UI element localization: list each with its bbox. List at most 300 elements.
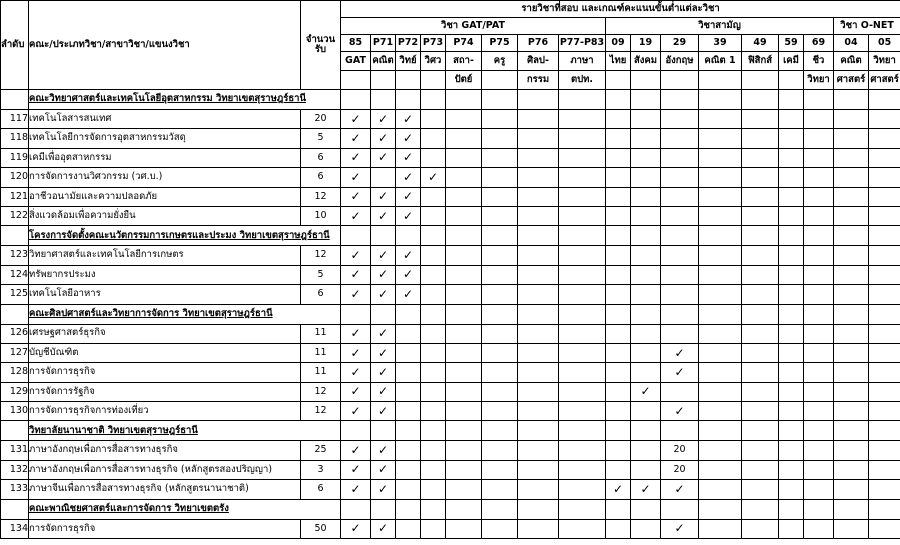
empty-cell [869, 324, 900, 343]
empty-cell [779, 187, 804, 206]
empty-cell [699, 402, 742, 421]
empty-cell [779, 343, 804, 362]
empty-cell [559, 226, 606, 246]
table-row [1, 187, 900, 206]
empty-cell [779, 246, 804, 265]
empty-cell [371, 90, 396, 110]
empty-cell [482, 265, 518, 284]
empty-cell [779, 382, 804, 401]
empty-cell [559, 324, 606, 343]
check-icon: ✓ [341, 382, 371, 401]
empty-cell [869, 265, 900, 284]
empty-cell [396, 460, 421, 479]
empty-cell [699, 90, 742, 110]
empty-cell [606, 499, 631, 519]
empty-cell [699, 421, 742, 441]
empty-cell [518, 324, 559, 343]
program-name: ภาษาอังกฤษเพื่อการสื่อสารทางธุรกิจ [29, 441, 301, 460]
empty-cell [631, 168, 661, 187]
empty-cell [742, 421, 779, 441]
empty-cell [396, 343, 421, 362]
empty-cell [779, 499, 804, 519]
empty-cell [606, 168, 631, 187]
column-label-2: ศาสตร์ [869, 71, 900, 90]
row-number: 132 [1, 460, 29, 479]
empty-cell [742, 285, 779, 304]
empty-cell [606, 460, 631, 479]
empty-cell [606, 285, 631, 304]
empty-cell [446, 265, 482, 284]
empty-cell [699, 519, 742, 538]
empty-cell [396, 402, 421, 421]
empty-cell [421, 304, 446, 324]
empty-cell [446, 206, 482, 225]
column-label-2 [421, 71, 446, 90]
program-name: การจัดการธุรกิจ [29, 363, 301, 382]
table-row [1, 460, 900, 479]
column-label: ศิลป- [518, 52, 559, 71]
seat-count: 6 [301, 148, 341, 167]
empty-cell [559, 480, 606, 499]
empty-cell [559, 519, 606, 538]
empty-cell [631, 148, 661, 167]
table-row [1, 246, 900, 265]
empty-cell [371, 421, 396, 441]
empty-cell [834, 304, 869, 324]
empty-cell [742, 90, 779, 110]
empty-cell [779, 168, 804, 187]
empty-cell [606, 382, 631, 401]
column-label: ไทย [606, 52, 631, 71]
empty-cell [482, 90, 518, 110]
seat-count: 3 [301, 460, 341, 479]
check-icon: ✓ [371, 187, 396, 206]
column-label: คณิต 1 [699, 52, 742, 71]
column-code: 19 [631, 35, 661, 52]
empty-cell [421, 421, 446, 441]
empty-cell [482, 499, 518, 519]
seat-count: 50 [301, 519, 341, 538]
empty-cell [518, 402, 559, 421]
table-row [1, 148, 900, 167]
empty-cell [396, 519, 421, 538]
column-label: ฟิสิกส์ [742, 52, 779, 71]
row-number: 126 [1, 324, 29, 343]
program-name: วิทยาศาสตร์และเทคโนโลยีการเกษตร [29, 246, 301, 265]
program-name: การจัดการธุรกิจการท่องเที่ยว [29, 402, 301, 421]
program-name: เคมีเพื่ออุตสาหกรรม [29, 148, 301, 167]
empty-cell [482, 187, 518, 206]
row-number: 123 [1, 246, 29, 265]
check-icon: ✓ [341, 324, 371, 343]
empty-cell [446, 90, 482, 110]
check-icon: ✓ [371, 285, 396, 304]
empty-cell [482, 382, 518, 401]
empty-cell [699, 480, 742, 499]
check-icon: ✓ [371, 402, 396, 421]
column-label-2: กรรม [518, 71, 559, 90]
empty-cell [341, 90, 371, 110]
table-row [1, 110, 900, 129]
section-row [1, 421, 900, 441]
column-label-2 [371, 71, 396, 90]
table-row [1, 480, 900, 499]
table-row [1, 441, 900, 460]
section-row [1, 499, 900, 519]
row-number: 133 [1, 480, 29, 499]
empty-cell [804, 110, 834, 129]
section-row [1, 226, 900, 246]
column-label: วิศว [421, 52, 446, 71]
empty-cell [421, 187, 446, 206]
empty-cell [834, 499, 869, 519]
empty-cell [834, 265, 869, 284]
empty-cell [661, 206, 699, 225]
empty-cell [559, 441, 606, 460]
column-label-2: ศาสตร์ [834, 71, 869, 90]
check-icon: ✓ [371, 246, 396, 265]
column-label: เคมี [779, 52, 804, 71]
empty-cell [482, 285, 518, 304]
table-row [1, 168, 900, 187]
empty-cell [699, 187, 742, 206]
min-score-value: 20 [661, 460, 699, 479]
section-spacer [1, 304, 29, 324]
empty-cell [631, 421, 661, 441]
seat-count: 10 [301, 206, 341, 225]
empty-cell [869, 246, 900, 265]
empty-cell [834, 246, 869, 265]
check-icon: ✓ [371, 460, 396, 479]
column-label: อังกฤษ [661, 52, 699, 71]
empty-cell [396, 441, 421, 460]
empty-cell [699, 343, 742, 362]
column-code: 29 [661, 35, 699, 52]
check-icon: ✓ [341, 402, 371, 421]
row-number: 128 [1, 363, 29, 382]
empty-cell [518, 265, 559, 284]
empty-cell [869, 129, 900, 148]
empty-cell [834, 343, 869, 362]
empty-cell [661, 421, 699, 441]
empty-cell [779, 402, 804, 421]
empty-cell [482, 129, 518, 148]
empty-cell [518, 90, 559, 110]
empty-cell [446, 363, 482, 382]
empty-cell [421, 148, 446, 167]
header-subjects-title: รายวิชาที่สอบ และเกณฑ์คะแนนขั้นต่ำแต่ละวิชา [341, 1, 900, 18]
check-icon: ✓ [396, 110, 421, 129]
column-code: P75 [482, 35, 518, 52]
column-code: 09 [606, 35, 631, 52]
program-name: การจัดการธุรกิจ [29, 519, 301, 538]
empty-cell [446, 441, 482, 460]
empty-cell [446, 304, 482, 324]
empty-cell [482, 363, 518, 382]
empty-cell [446, 519, 482, 538]
row-number: 127 [1, 343, 29, 362]
empty-cell [834, 148, 869, 167]
column-code: 85 [341, 35, 371, 52]
empty-cell [834, 187, 869, 206]
check-icon: ✓ [341, 519, 371, 538]
empty-cell [869, 206, 900, 225]
check-icon: ✓ [396, 246, 421, 265]
column-code: P74 [446, 35, 482, 52]
section-row [1, 304, 900, 324]
empty-cell [371, 499, 396, 519]
empty-cell [421, 110, 446, 129]
empty-cell [661, 110, 699, 129]
empty-cell [518, 421, 559, 441]
check-icon: ✓ [396, 168, 421, 187]
empty-cell [834, 402, 869, 421]
seat-count: 5 [301, 265, 341, 284]
row-number: 119 [1, 148, 29, 167]
check-icon: ✓ [631, 480, 661, 499]
empty-cell [834, 363, 869, 382]
check-icon: ✓ [371, 382, 396, 401]
check-icon: ✓ [371, 324, 396, 343]
empty-cell [446, 343, 482, 362]
empty-cell [446, 460, 482, 479]
check-icon: ✓ [396, 129, 421, 148]
check-icon: ✓ [371, 148, 396, 167]
row-number: 124 [1, 265, 29, 284]
empty-cell [661, 187, 699, 206]
check-icon: ✓ [396, 265, 421, 284]
check-icon: ✓ [341, 285, 371, 304]
seat-count: 11 [301, 324, 341, 343]
empty-cell [699, 226, 742, 246]
empty-cell [482, 460, 518, 479]
empty-cell [742, 168, 779, 187]
empty-cell [779, 90, 804, 110]
check-icon: ✓ [341, 129, 371, 148]
empty-cell [742, 402, 779, 421]
empty-cell [518, 519, 559, 538]
empty-cell [804, 168, 834, 187]
empty-cell [804, 148, 834, 167]
column-code: 39 [699, 35, 742, 52]
program-name: เทคโนโลยีการจัดการอุตสาหกรรมวัสดุ [29, 129, 301, 148]
empty-cell [699, 285, 742, 304]
empty-cell [606, 421, 631, 441]
empty-cell [446, 402, 482, 421]
column-label-2: ปัตย์ [446, 71, 482, 90]
empty-cell [804, 363, 834, 382]
empty-cell [606, 343, 631, 362]
empty-cell [779, 421, 804, 441]
empty-cell [482, 110, 518, 129]
section-row [1, 90, 900, 110]
empty-cell [421, 206, 446, 225]
empty-cell [446, 129, 482, 148]
empty-cell [482, 480, 518, 499]
empty-cell [661, 168, 699, 187]
table-row [1, 129, 900, 148]
row-number: 130 [1, 402, 29, 421]
empty-cell [742, 343, 779, 362]
empty-cell [631, 110, 661, 129]
empty-cell [559, 363, 606, 382]
row-number: 118 [1, 129, 29, 148]
empty-cell [742, 324, 779, 343]
empty-cell [341, 421, 371, 441]
empty-cell [779, 441, 804, 460]
empty-cell [518, 129, 559, 148]
check-icon: ✓ [371, 480, 396, 499]
table-row [1, 402, 900, 421]
empty-cell [559, 304, 606, 324]
empty-cell [699, 246, 742, 265]
empty-cell [518, 110, 559, 129]
empty-cell [421, 285, 446, 304]
empty-cell [631, 285, 661, 304]
seat-count: 12 [301, 402, 341, 421]
empty-cell [804, 226, 834, 246]
empty-cell [869, 402, 900, 421]
empty-cell [834, 460, 869, 479]
empty-cell [371, 226, 396, 246]
empty-cell [606, 206, 631, 225]
empty-cell [631, 499, 661, 519]
empty-cell [804, 129, 834, 148]
empty-cell [396, 499, 421, 519]
empty-cell [559, 285, 606, 304]
seat-count: 12 [301, 382, 341, 401]
program-name: สิ่งแวดล้อมเพื่อความยั่งยืน [29, 206, 301, 225]
check-icon: ✓ [421, 168, 446, 187]
empty-cell [606, 226, 631, 246]
empty-cell [699, 499, 742, 519]
column-code: P71 [371, 35, 396, 52]
seat-count: 11 [301, 343, 341, 362]
empty-cell [804, 206, 834, 225]
empty-cell [834, 519, 869, 538]
empty-cell [482, 402, 518, 421]
empty-cell [742, 265, 779, 284]
empty-cell [559, 382, 606, 401]
check-icon: ✓ [396, 187, 421, 206]
empty-cell [518, 206, 559, 225]
empty-cell [869, 148, 900, 167]
empty-cell [779, 304, 804, 324]
program-name: ภาษาอังกฤษเพื่อการสื่อสารทางธุรกิจ (หลักสูตรสองปริญญา) [29, 460, 301, 479]
empty-cell [834, 110, 869, 129]
empty-cell [779, 363, 804, 382]
column-label: คณิต [371, 52, 396, 71]
program-name: อาชีวอนามัยและความปลอดภัย [29, 187, 301, 206]
check-icon: ✓ [341, 460, 371, 479]
empty-cell [804, 265, 834, 284]
program-name: บัญชีบัณฑิต [29, 343, 301, 362]
check-icon: ✓ [341, 206, 371, 225]
empty-cell [742, 519, 779, 538]
empty-cell [559, 168, 606, 187]
row-number: 122 [1, 206, 29, 225]
empty-cell [804, 285, 834, 304]
empty-cell [559, 421, 606, 441]
section-spacer [1, 90, 29, 110]
column-label-2 [396, 71, 421, 90]
column-code: P72 [396, 35, 421, 52]
empty-cell [518, 148, 559, 167]
empty-cell [341, 226, 371, 246]
empty-cell [446, 110, 482, 129]
empty-cell [518, 499, 559, 519]
empty-cell [869, 363, 900, 382]
column-label-2 [661, 71, 699, 90]
empty-cell [606, 187, 631, 206]
empty-cell [559, 499, 606, 519]
empty-cell [699, 148, 742, 167]
empty-cell [834, 90, 869, 110]
empty-cell [446, 285, 482, 304]
empty-cell [631, 90, 661, 110]
column-label: ภาษา [559, 52, 606, 71]
empty-cell [371, 168, 396, 187]
empty-cell [518, 285, 559, 304]
empty-cell [446, 246, 482, 265]
seat-count: 6 [301, 168, 341, 187]
column-label: วิทยา [869, 52, 900, 71]
empty-cell [606, 519, 631, 538]
column-label-2 [482, 71, 518, 90]
empty-cell [779, 285, 804, 304]
empty-cell [396, 363, 421, 382]
empty-cell [396, 226, 421, 246]
check-icon: ✓ [341, 441, 371, 460]
column-code: 05 [869, 35, 900, 52]
empty-cell [559, 343, 606, 362]
empty-cell [869, 499, 900, 519]
empty-cell [804, 402, 834, 421]
empty-cell [779, 148, 804, 167]
table-row [1, 285, 900, 304]
seat-count: 11 [301, 363, 341, 382]
check-icon: ✓ [341, 343, 371, 362]
empty-cell [742, 187, 779, 206]
empty-cell [518, 226, 559, 246]
seat-count: 12 [301, 246, 341, 265]
empty-cell [631, 324, 661, 343]
empty-cell [834, 441, 869, 460]
check-icon: ✓ [371, 206, 396, 225]
empty-cell [559, 110, 606, 129]
seat-count: 6 [301, 480, 341, 499]
empty-cell [446, 480, 482, 499]
program-name: เทคโนโลยีอาหาร [29, 285, 301, 304]
empty-cell [631, 460, 661, 479]
empty-cell [421, 460, 446, 479]
empty-cell [631, 206, 661, 225]
column-code: P73 [421, 35, 446, 52]
check-icon: ✓ [606, 480, 631, 499]
empty-cell [699, 129, 742, 148]
empty-cell [518, 246, 559, 265]
empty-cell [804, 343, 834, 362]
empty-cell [869, 226, 900, 246]
empty-cell [742, 129, 779, 148]
empty-cell [699, 363, 742, 382]
section-title: คณะพาณิชยศาสตร์และการจัดการ วิทยาเขตตรัง [29, 499, 341, 519]
empty-cell [482, 206, 518, 225]
empty-cell [606, 148, 631, 167]
column-label-2 [341, 71, 371, 90]
empty-cell [779, 265, 804, 284]
check-icon: ✓ [396, 206, 421, 225]
